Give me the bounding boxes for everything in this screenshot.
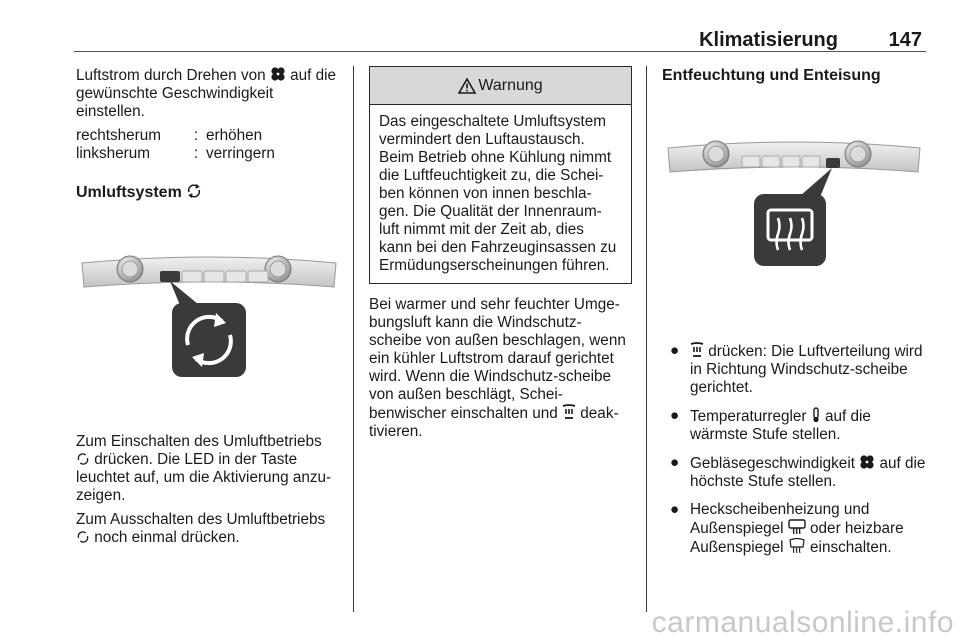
list-item: ● Gebläsegeschwindigkeit auf die höchste Stufe stellen. <box>670 454 926 490</box>
defog-steps-list <box>662 342 926 557</box>
recirculation-on-paragraph: Zum Einschalten des Umluftbetriebs drücken. Die LED in der Taste leuchtet auf, um die Aktivierung anzu-zeigen. <box>76 433 332 504</box>
column-2 <box>369 66 632 441</box>
windscreen-air-icon <box>562 404 576 420</box>
page-title: Klimatisierung <box>699 29 838 51</box>
recirculation-off-paragraph: Zum Ausschalten des Umluftbetriebs noch einmal drücken. <box>76 511 326 546</box>
page-number: 147 <box>888 29 922 51</box>
warning-text: Das eingeschaltete Umluftsystem vermindert den Luftaustausch. Beim Betrieb ohne Kühlung nimmt die Luftfeuchtigkeit zu, die Schei-ben können von innen beschla-gen. Die Qualität der Innenraum-luft nimmt mit der Zeit ab, dies kann bei den Fahrzeuginsassen zu Ermüdungserscheinungen führen. <box>379 113 617 274</box>
defog-panel-illustration <box>662 136 926 284</box>
recirculation-icon <box>186 183 202 199</box>
recirculation-icon <box>76 452 90 466</box>
column-divider <box>353 66 354 612</box>
table-row: linksherum : verringern <box>76 145 275 162</box>
column-1 <box>76 66 342 547</box>
watermark: carmanualsonline.info <box>651 606 954 639</box>
temperature-icon <box>811 407 821 423</box>
list-item: ● Temperaturregler auf die wärmste Stufe stellen. <box>670 407 871 443</box>
recirculation-icon <box>76 530 90 544</box>
list-item: ● drücken: Die Luftverteilung wird in Richtung Windschutz-scheibe gerichtet. <box>670 342 923 396</box>
warning-box <box>369 66 632 284</box>
fogging-paragraph: Bei warmer und sehr feuchter Umge-bungsluft kann die Windschutz-scheibe von außen beschlagen, wenn ein kühler Luftstrom darauf gerichtet wird. Wenn die Windschutz-scheibe von außen beschlägt, Schei-benwischer einschalten und deak-tivieren. <box>369 296 626 440</box>
table-row: rechtsherum : erhöhen <box>76 127 263 144</box>
section-heading-recirculation: Umluftsystem <box>76 183 342 203</box>
fan-icon <box>859 454 875 470</box>
mirror-heating-icon <box>788 538 806 554</box>
warning-header <box>370 67 631 105</box>
fan-icon <box>270 66 286 82</box>
windscreen-air-icon <box>690 342 704 358</box>
list-item: ● Heckscheibenheizung und Außenspiegel oder heizbare Außenspiegel einschalten. <box>670 501 904 556</box>
column-divider <box>646 66 647 612</box>
rear-heating-icon <box>788 519 806 535</box>
section-heading-defog: Entfeuchtung und Enteisung <box>662 67 881 84</box>
warning-title: Warnung <box>478 76 543 94</box>
control-panel-illustration <box>76 245 342 395</box>
fan-speed-paragraph: Luftstrom durch Drehen von auf die gewünschte Geschwindigkeit einstellen. <box>76 67 337 120</box>
page-header <box>74 28 926 52</box>
rotation-table <box>76 127 342 163</box>
column-3 <box>662 66 926 567</box>
warning-icon <box>458 78 476 94</box>
